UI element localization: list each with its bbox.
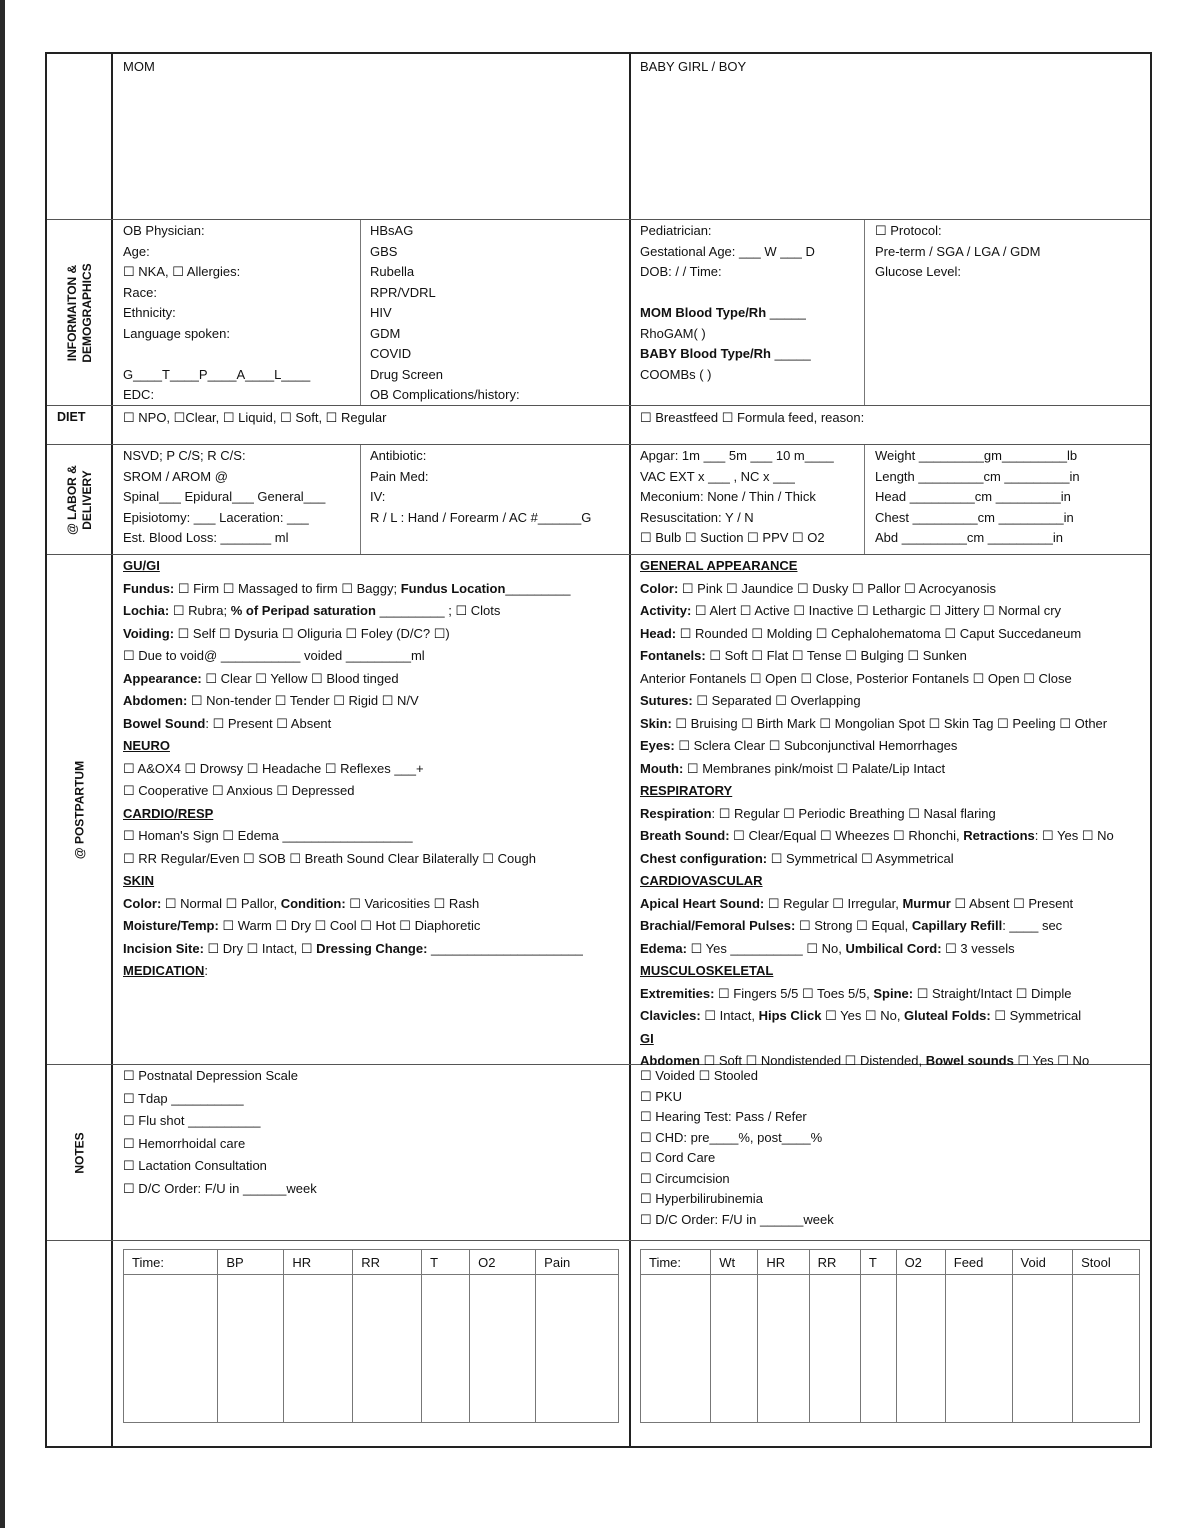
section-heading: RESPIRATORY [640,783,733,798]
postpartum-label: @ POSTPARTUM [72,760,87,859]
vitals-entry-cell[interactable] [860,1275,896,1423]
assessment-line: Bowel Sound: ☐ Present ☐ Absent [123,715,332,731]
info-line: ☐ NKA, ☐ Allergies: [123,264,241,279]
lab-test-line: COVID [370,346,412,361]
mom-header: MOM [123,59,155,74]
labor-row [47,445,1150,555]
vitals-column-header: RR [353,1250,422,1275]
mom-diet: ☐ NPO, ☐Clear, ☐ Liquid, ☐ Soft, ☐ Regular [123,410,387,425]
lab-test-line: RPR/VDRL [370,284,436,300]
delivery-line: Apgar: 1m ___ 5m ___ 10 m____ [640,448,834,463]
assessment-line: Anterior Fontanels ☐ Open ☐ Close, Posterior Fontanels ☐ Open ☐ Close [640,670,1072,686]
delivery-line: Spinal___ Epidural___ General___ [123,489,326,504]
assessment-line: Mouth: ☐ Membranes pink/moist ☐ Palate/Lip Intact [640,760,946,776]
vitals-row [47,1241,1150,1448]
assessment-line: Lochia: ☐ Rubra; % of Peripad saturation _________ ; ☐ Clots [123,603,501,618]
info-line: BABY Blood Type/Rh _____ [640,346,811,361]
mom-labor-left [123,446,325,549]
assessment-line: Incision Site: ☐ Dry ☐ Intact, ☐ Dressing Change: _____________________ [123,940,583,956]
delivery-line: VAC EXT x ___ , NC x ___ [640,468,795,484]
note-item: ☐ CHD: pre____%, post____% [640,1129,823,1145]
vitals-entry-cell[interactable] [809,1275,860,1423]
vitals-entry-cell[interactable] [470,1275,536,1423]
section-heading: GI [640,1030,654,1046]
vitals-entry-cell[interactable] [945,1275,1012,1423]
info-row [47,220,1150,406]
delivery-line: SROM / AROM @ [123,468,228,484]
notes-row [47,1065,1150,1241]
info-line: Glucose Level: [875,264,961,279]
assessment-line: Eyes: ☐ Sclera Clear ☐ Subconjunctival Hemorrhages [640,738,958,753]
baby-notes [640,1066,834,1230]
baby-vitals-table [640,1249,1140,1423]
measurement-line: Length _________cm _________in [875,468,1080,484]
vitals-column-header: Wt [711,1250,758,1275]
assessment-line: Voiding: ☐ Self ☐ Dysuria ☐ Oliguria ☐ Foley (D/C? ☐) [123,625,450,641]
delivery-line: IV: [370,489,386,504]
info-line: Ethnicity: [123,305,176,320]
page-edge [0,0,5,1528]
vitals-entry-cell[interactable] [896,1275,945,1423]
delivery-line: Pain Med: [370,468,429,484]
info-line: COOMBs ( ) [640,366,712,382]
baby-info-left [640,221,815,385]
measurement-line: Head _________cm _________in [875,489,1071,504]
assessment-line: Fontanels: ☐ Soft ☐ Flat ☐ Tense ☐ Bulging ☐ Sunken [640,648,967,663]
baby-labor-left [640,446,834,549]
note-item: ☐ Postnatal Depression Scale [123,1068,298,1083]
vitals-entry-cell[interactable] [124,1275,218,1423]
delivery-line: R / L : Hand / Forearm / AC #______G [370,509,592,525]
section-heading: SKIN [123,873,155,888]
vitals-column-header: T [422,1250,470,1275]
vitals-entry-cell[interactable] [284,1275,353,1423]
lab-test-line: GBS [370,243,398,259]
note-item: ☐ D/C Order: F/U in ______week [123,1180,317,1196]
vitals-column-header: T [860,1250,896,1275]
vitals-column-header: Stool [1073,1250,1140,1275]
assessment-line: Respiration: ☐ Regular ☐ Periodic Breathing ☐ Nasal flaring [640,805,996,821]
vitals-column-header: RR [809,1250,860,1275]
info-line [640,283,815,304]
info-line: RhoGAM( ) [640,325,706,341]
vitals-entry-cell[interactable] [711,1275,758,1423]
vitals-entry-cell[interactable] [536,1275,619,1423]
assessment-line: Edema: ☐ Yes __________ ☐ No, Umbilical Cord: ☐ 3 vessels [640,940,1015,956]
info-line: EDC: [123,387,155,402]
assessment-line: ☐ A&OX4 ☐ Drowsy ☐ Headache ☐ Reflexes ___+ [123,760,424,776]
diet-label: DIET [57,410,86,424]
section-heading: MUSCULOSKELETAL [640,963,774,978]
assessment-line: Extremities: ☐ Fingers 5/5 ☐ Toes 5/5, Spine: ☐ Straight/Intact ☐ Dimple [640,985,1072,1001]
info-line: G____T____P____A____L____ [123,366,311,382]
info-label: INFORMAITON & DEMOGRAPHICS [65,262,94,363]
header-label-cell [47,54,113,219]
labor-label: @ LABOR & DELIVERY [65,464,94,535]
info-line: Age: [123,243,150,259]
info-line: Pre-term / SGA / LGA / GDM [875,243,1041,259]
assessment-line: Skin: ☐ Bruising ☐ Birth Mark ☐ Mongolian Spot ☐ Skin Tag ☐ Peeling ☐ Other [640,715,1108,731]
assessment-line: Sutures: ☐ Separated ☐ Overlapping [640,693,861,708]
assessment-line: Appearance: ☐ Clear ☐ Yellow ☐ Blood tinged [123,670,399,686]
note-item: ☐ Voided ☐ Stooled [640,1068,758,1083]
vitals-entry-cell[interactable] [1012,1275,1073,1423]
delivery-line: Episiotomy: ___ Laceration: ___ [123,509,309,525]
assessment-line: Moisture/Temp: ☐ Warm ☐ Dry ☐ Cool ☐ Hot ☐ Diaphoretic [123,918,481,933]
baby-diet: ☐ Breastfeed ☐ Formula feed, reason: [640,410,865,425]
info-line: Language spoken: [123,325,230,341]
note-item: ☐ Hemorrhoidal care [123,1135,246,1151]
vitals-column-header: Void [1012,1250,1073,1275]
baby-header: BABY GIRL / BOY [640,59,747,74]
section-heading: GENERAL APPEARANCE [640,558,798,573]
vitals-column-header: Time: [641,1250,711,1275]
vitals-entry-cell[interactable] [1073,1275,1140,1423]
delivery-line: NSVD; P C/S; R C/S: [123,448,246,463]
assessment-line: ☐ Homan's Sign ☐ Edema __________________ [123,828,413,843]
info-line: Gestational Age: ___ W ___ D [640,243,815,259]
baby-info-right [875,221,1040,283]
note-item: ☐ Hearing Test: Pass / Refer [640,1109,807,1124]
delivery-line: Est. Blood Loss: _______ ml [123,530,289,545]
mom-labor-right [370,446,591,528]
assessment-line: Fundus: ☐ Firm ☐ Massaged to firm ☐ Baggy; Fundus Location_________ [123,580,571,596]
vitals-entry-cell[interactable] [758,1275,809,1423]
vitals-column-header: HR [758,1250,809,1275]
vitals-column-header: BP [218,1250,284,1275]
assessment-line: Activity: ☐ Alert ☐ Active ☐ Inactive ☐ Lethargic ☐ Jittery ☐ Normal cry [640,603,1062,618]
assessment-line: Brachial/Femoral Pulses: ☐ Strong ☐ Equal, Capillary Refill: ____ sec [640,918,1063,933]
header-row [47,54,1150,220]
assessment-line: ☐ Cooperative ☐ Anxious ☐ Depressed [123,783,355,798]
diet-row [47,406,1150,445]
measurement-line: Weight _________gm_________lb [875,448,1078,463]
measurement-line: Chest _________cm _________in [875,509,1074,525]
vitals-column-header: Time: [124,1250,218,1275]
vitals-column-header: Pain [536,1250,619,1275]
vitals-column-header: HR [284,1250,353,1275]
section-heading: GU/GI [123,558,160,573]
lab-test-line: Drug Screen [370,366,443,382]
lab-test-line: OB Complications/history: [370,387,520,402]
section-heading: MEDICATION: [123,963,208,978]
assessment-line: Breath Sound: ☐ Clear/Equal ☐ Wheezes ☐ Rhonchi, Retractions: ☐ Yes ☐ No [640,828,1114,843]
note-item: ☐ Circumcision [640,1170,730,1186]
mom-info-left [123,221,310,406]
mom-vitals-table [123,1249,619,1423]
note-item: ☐ PKU [640,1088,682,1104]
info-line [123,344,310,365]
info-line: Pediatrician: [640,223,712,238]
assessment-line: ☐ RR Regular/Even ☐ SOB ☐ Breath Sound Clear Bilaterally ☐ Cough [123,850,536,866]
postpartum-row [47,555,1150,1068]
note-item: ☐ Flu shot __________ [123,1113,261,1128]
assessment-form [45,52,1152,1448]
assessment-line: Color: ☐ Pink ☐ Jaundice ☐ Dusky ☐ Pallor ☐ Acrocyanosis [640,580,996,596]
notes-label: NOTES [72,1131,87,1174]
vitals-column-header: O2 [470,1250,536,1275]
vitals-entry-cell[interactable] [641,1275,711,1423]
note-item: ☐ Hyperbilirubinemia [640,1191,763,1206]
section-heading: NEURO [123,738,170,753]
info-line: Race: [123,284,157,300]
delivery-line: ☐ Bulb ☐ Suction ☐ PPV ☐ O2 [640,530,825,545]
assessment-line: Head: ☐ Rounded ☐ Molding ☐ Cephalohematoma ☐ Caput Succedaneum [640,625,1082,641]
lab-test-line: HBsAG [370,223,414,238]
note-item: ☐ Cord Care [640,1150,716,1165]
baby-labor-right [875,446,1080,549]
lab-test-line: HIV [370,305,392,320]
assessment-line: ☐ Due to void@ ___________ voided _________ml [123,648,425,663]
info-line: ☐ Protocol: [875,223,942,238]
vitals-entry-cell[interactable] [422,1275,470,1423]
delivery-line: Meconium: None / Thin / Thick [640,489,816,504]
info-line: OB Physician: [123,223,205,238]
mom-postpartum-assessment [123,555,583,983]
baby-newborn-assessment [640,555,1114,1073]
vitals-column-header: Feed [945,1250,1012,1275]
lab-test-line: Rubella [370,264,415,279]
assessment-line: Color: ☐ Normal ☐ Pallor, Condition: ☐ Varicosities ☐ Rash [123,895,480,911]
assessment-line: Apical Heart Sound: ☐ Regular ☐ Irregular, Murmur ☐ Absent ☐ Present [640,895,1074,911]
note-item: ☐ D/C Order: F/U in ______week [640,1211,834,1227]
vitals-entry-cell[interactable] [218,1275,284,1423]
assessment-line: Clavicles: ☐ Intact, Hips Click ☐ Yes ☐ No, Gluteal Folds: ☐ Symmetrical [640,1008,1082,1023]
note-item: ☐ Lactation Consultation [123,1158,267,1173]
assessment-line: Chest configuration: ☐ Symmetrical ☐ Asymmetrical [640,850,954,866]
mom-info-right [370,221,520,406]
info-line: MOM Blood Type/Rh _____ [640,305,806,320]
delivery-line: Resuscitation: Y / N [640,509,754,525]
measurement-line: Abd _________cm _________in [875,530,1063,545]
vitals-entry-cell[interactable] [353,1275,422,1423]
assessment-line: Abdomen ☐ Soft ☐ Nondistended ☐ Distended, Bowel sounds ☐ Yes ☐ No [640,1053,1090,1068]
mom-notes [123,1065,317,1200]
lab-test-line: GDM [370,325,401,341]
vitals-column-header: O2 [896,1250,945,1275]
assessment-line: Abdomen: ☐ Non-tender ☐ Tender ☐ Rigid ☐ N/V [123,693,419,708]
delivery-line: Antibiotic: [370,448,427,463]
section-heading: CARDIO/RESP [123,805,214,821]
note-item: ☐ Tdap __________ [123,1090,244,1106]
section-heading: CARDIOVASCULAR [640,873,763,888]
info-line: DOB: / / Time: [640,264,722,279]
